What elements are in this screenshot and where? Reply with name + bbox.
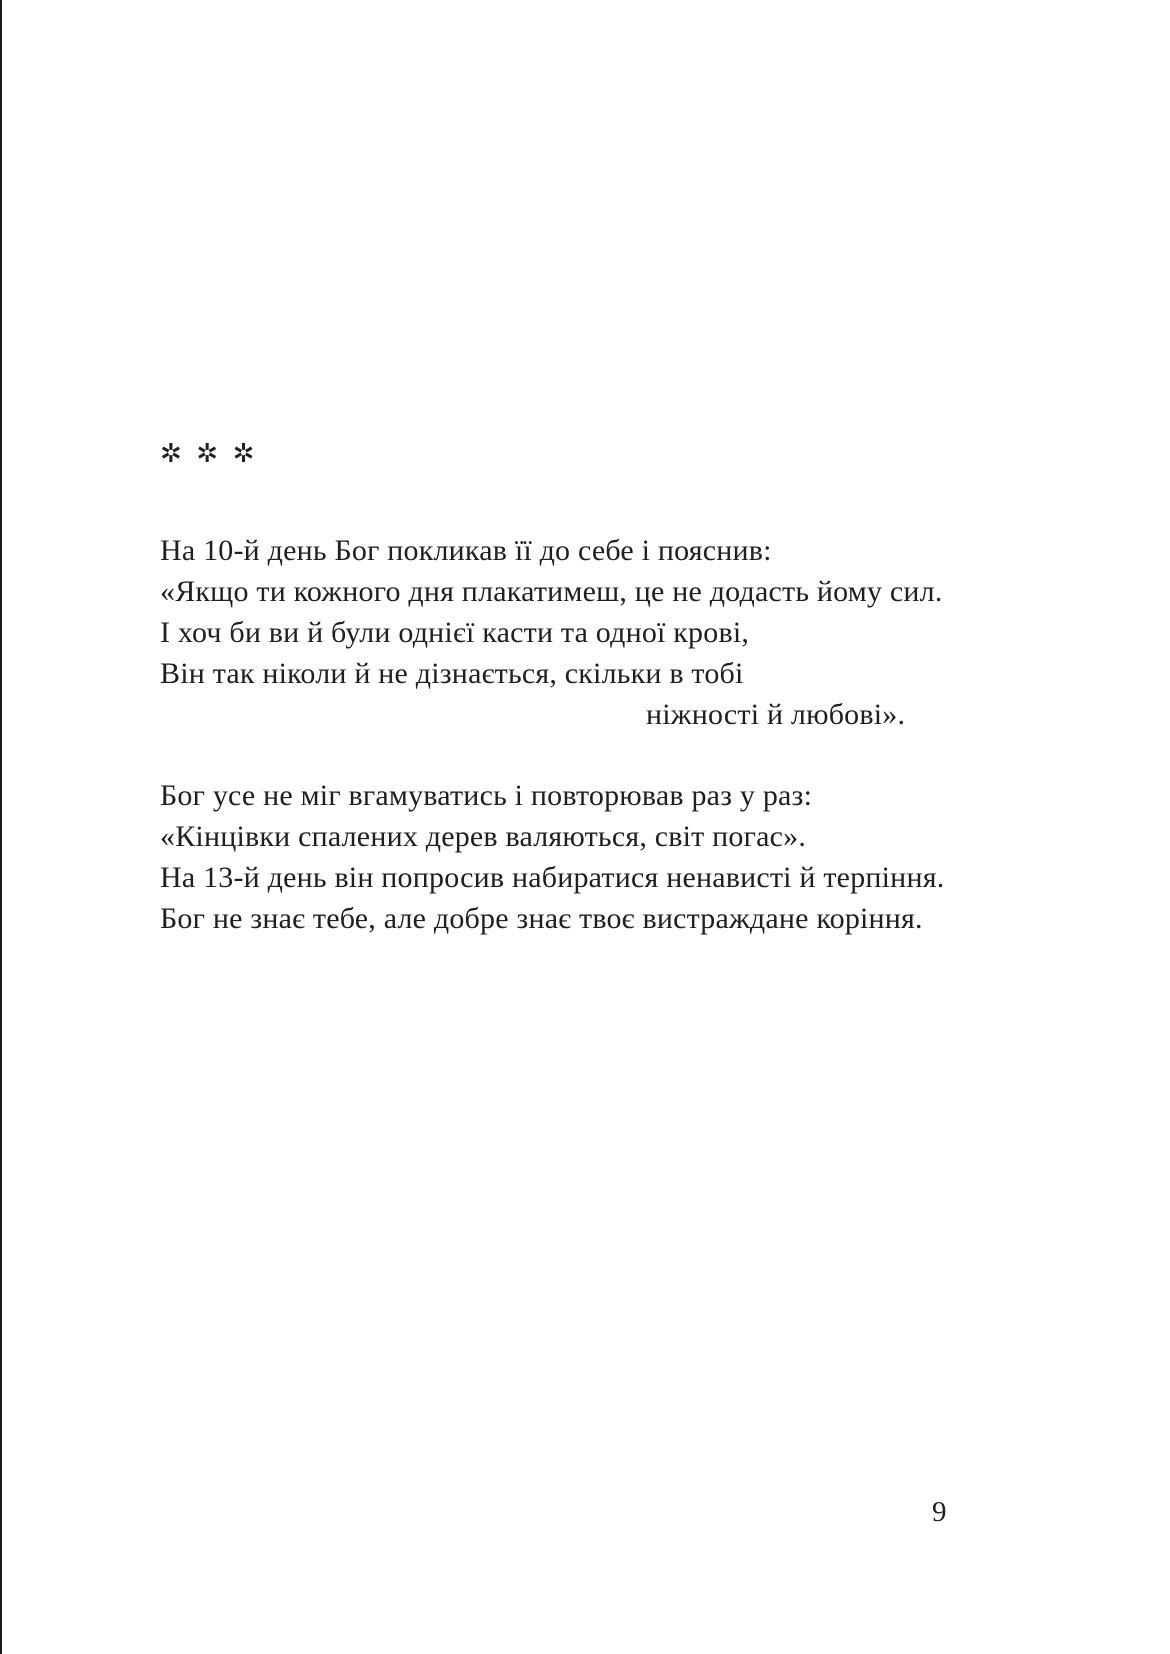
page-number: 9 bbox=[932, 1496, 947, 1528]
stanza-1 bbox=[160, 530, 943, 735]
poem-line-continuation: ніжності й любові». bbox=[646, 698, 906, 731]
poem-line: На 10-й день Бог покликав її до себе і пояснив: bbox=[160, 534, 772, 567]
poem-line: І хоч би ви й були однієї касти та одної крові, bbox=[160, 616, 750, 649]
poem-line: Він так ніколи й не дізнається, скільки в тобі bbox=[160, 657, 744, 690]
poem-line: Бог не знає тебе, але добре знає твоє вистраждане коріння. bbox=[160, 902, 923, 935]
poem-line: На 13-й день він попросив набиратися ненависті й терпіння. bbox=[160, 861, 945, 894]
poem-line: «Якщо ти кожного дня плакатимеш, це не додасть йому сил. bbox=[160, 575, 943, 608]
page-edge-line bbox=[0, 0, 2, 1654]
section-break-ornament: ✲ ✲ ✲ bbox=[160, 439, 259, 468]
poem-line: Бог усе не міг вгамуватись і повторював раз у раз: bbox=[160, 779, 813, 812]
stanza-2 bbox=[160, 775, 944, 939]
poem-line: «Кінцівки спалених дерев валяються, світ погас». bbox=[160, 820, 807, 853]
